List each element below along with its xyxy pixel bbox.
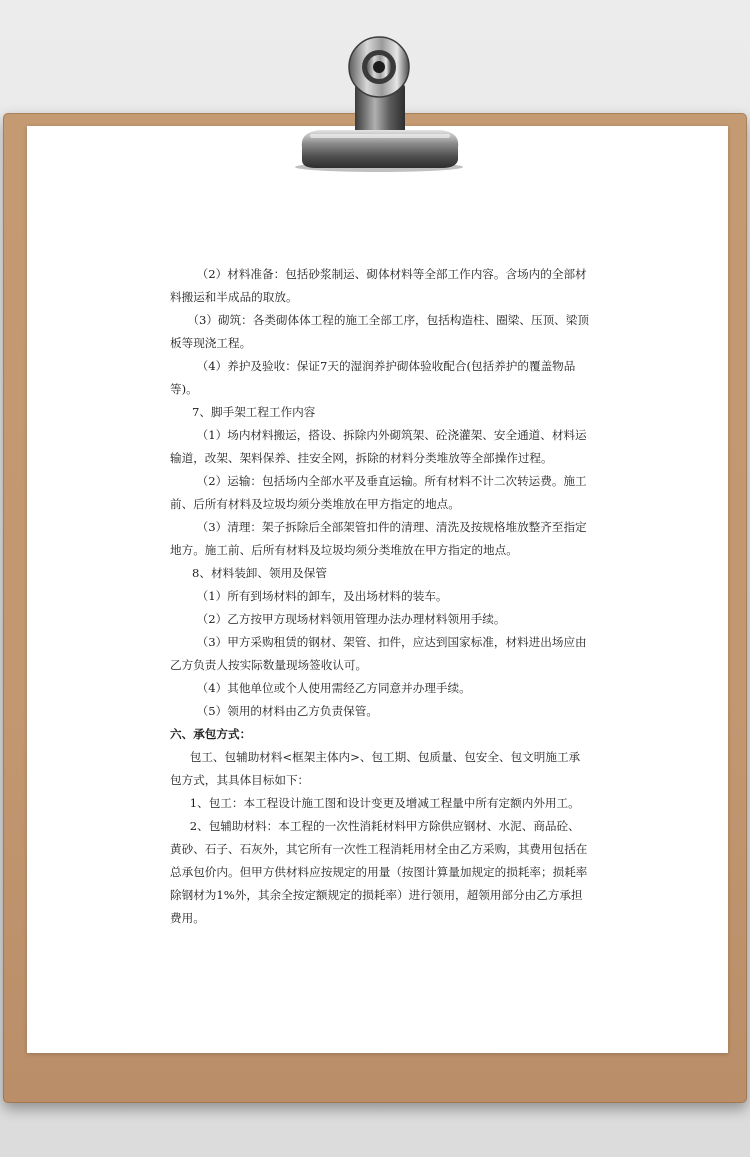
paragraph: （3）砌筑：各类砌体体工程的施工全部工序，包括构造柱、圈梁、压顶、梁顶板等现浇工程。 [170,313,589,350]
paragraph: （3）甲方采购租赁的钢材、架管、扣件，应达到国家标准，材料进出场应由乙方负责人按实际数量现场签收认可。 [170,635,587,672]
paragraph: 1、包工：本工程设计施工图和设计变更及增减工程量中所有定额内外用工。 [189,796,580,810]
paragraph: （1）场内材料搬运，搭设、拆除内外砌筑架、砼浇灌架、安全通道、材料运输道，改架、架料保养、挂安全网，拆除的材料分类堆放等全部操作过程。 [170,428,587,465]
paragraph: （2）材料准备：包括砂浆制运、砌体材料等全部工作内容。含场内的全部材料搬运和半成品的取放。 [170,267,587,304]
paragraph: （2）乙方按甲方现场材料领用管理办法办理材料领用手续。 [196,612,506,626]
paragraph: （3）清理：架子拆除后全部架管扣件的清理、清洗及按规格堆放整齐至指定地方。施工前、后所有材料及垃圾均须分类堆放在甲方指定的地点。 [170,520,587,557]
chapter-heading: 六、承包方式： [170,727,252,741]
paragraph: （4）养护及验收：保证7天的湿润养护砌体验收配合(包括养护的覆盖物品等)。 [170,359,576,396]
section-heading: 8、材料装卸、领用及保管 [192,566,327,580]
paragraph: 2、包辅助材料：本工程的一次性消耗材料甲方除供应钢材、水泥、商品砼、黄砂、石子、石灰外，其它所有一次性工程消耗用材全由乙方采购，其费用包括在总承包价内。但甲方供材料应按规定的用量（按图计算量加规定的损耗率；损耗率除钢材为1%外，其余全按定额规定的损耗率）进行领用，超领用部分由乙方承担费用。 [170,819,588,925]
paragraph: 包工、包辅助材料<框架主体内>、包工期、包质量、包安全、包文明施工承包方式，其具体目标如下： [170,750,581,787]
paragraph: （2）运输：包括场内全部水平及垂直运输。所有材料不计二次转运费。施工前、后所有材料及垃圾均须分类堆放在甲方指定的地点。 [170,474,587,511]
paragraph: （4）其他单位或个人使用需经乙方同意并办理手续。 [196,681,471,695]
binder-clip-icon [280,22,466,172]
section-heading: 7、脚手架工程工作内容 [192,405,316,419]
paragraph: （5）领用的材料由乙方负责保管。 [196,704,378,718]
document-body [170,263,590,930]
paragraph: （1）所有到场材料的卸车，及出场材料的装车。 [196,589,448,603]
